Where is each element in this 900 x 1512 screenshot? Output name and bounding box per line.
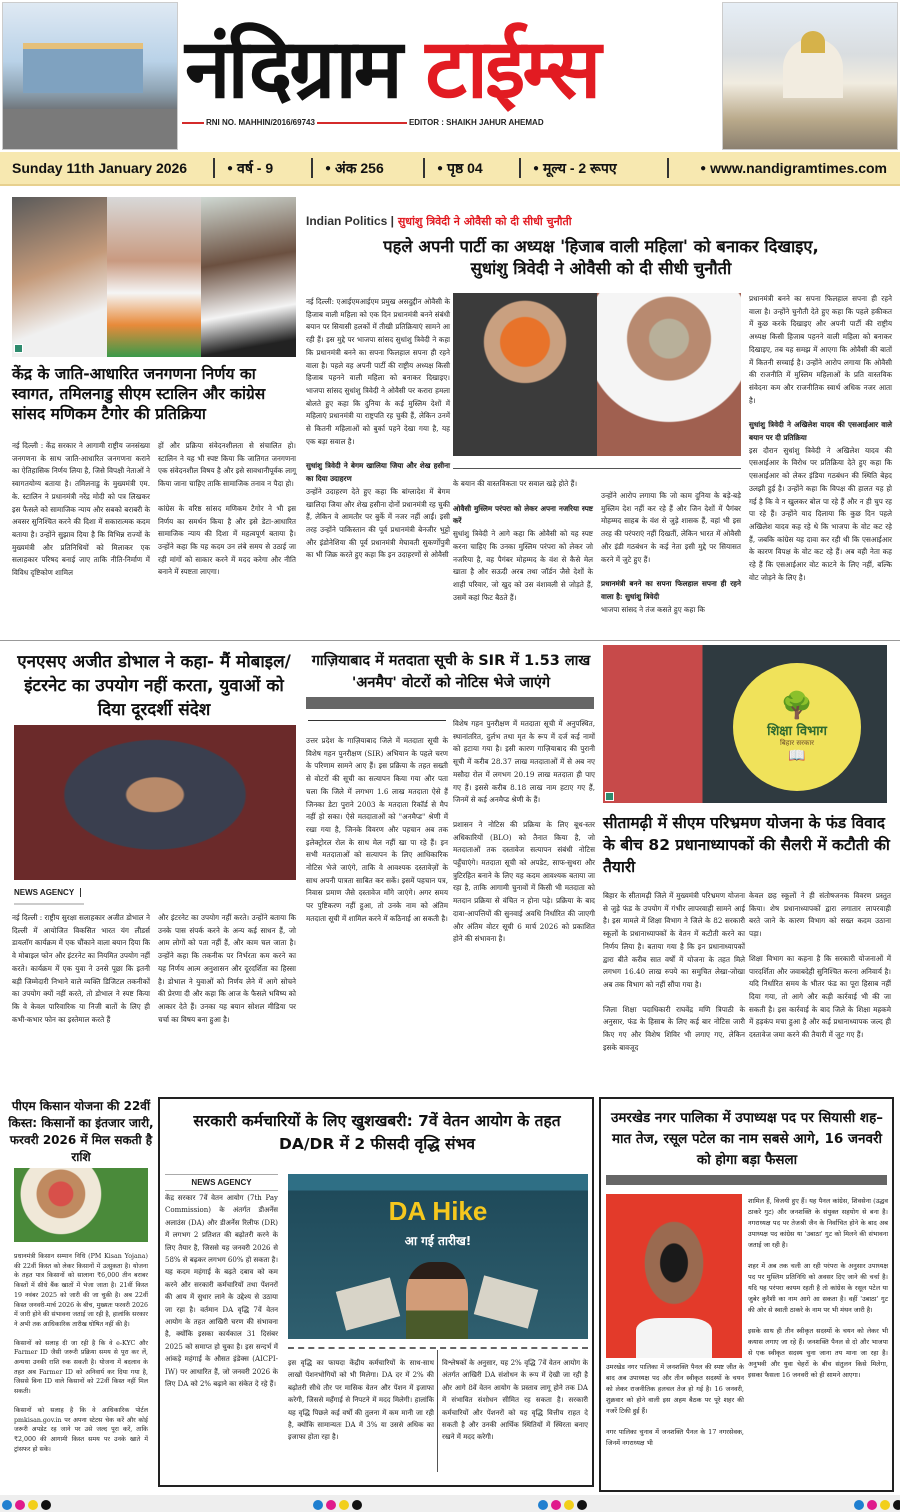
article-body-col1: उमरखेड नगर पालिका में जनशक्ति पैनल की स्पष्ट जीत के बाद अब उपाध्यक्ष पद और तीन स्वीकृत सदस्यों के चयन को लेकर राजनीतिक हलचल तेज हो गई है। 16 जनवरी, शुक्रवार को होने वाली इस अहम बैठक पर पूरे शहर की नजरें टिकी हुई हैं। नगर पालिका चुनाव में जनशक्ति पैनल के 17 नगरसेवक, जिनमें नगराध्यक्ष भी [606, 1363, 744, 1447]
newspaper-title[interactable] [185, 4, 715, 134]
headline-caste-census[interactable]: केंद्र के जाति-आधारित जनगणना निर्णय का स्वागत, तमिलनाडु सीएम स्टालिन और कांग्रेस सांसद मणिकम टैगोर की प्रतिक्रिया [12, 365, 266, 423]
registration-marks [2, 1500, 51, 1510]
banner-title: DA Hike [388, 1196, 488, 1226]
masthead-subline [182, 118, 544, 127]
divider [308, 720, 446, 721]
website-link[interactable]: ● www.nandigramtimes.com [669, 158, 899, 178]
headline-da-hike[interactable]: सरकारी कर्मचारियों के लिए खुशखबरी: 7वें वेतन आयोग के तहत DA/DR में 2 फीसदी वृद्धि संभव [193, 1112, 561, 1153]
stalin-modi-tagore-photo [12, 197, 296, 357]
farmer-with-cash-photo [14, 1168, 148, 1242]
article-body-col2: के बयान की वास्तविकता पर सवाल खड़े होते हैं। ओवैसी मुस्लिम परंपरा को लेकर अपना नजरिया स्पष्ट करें सुधांशु त्रिवेदी ने आगे कहा कि ओवैसी को यह स्पष्ट करना चाहिए कि उनका मुस्लिम परंपरा को लेकर जो नजरिया है, वह पैगंबर मोहम्मद के वंश से कैसे मेल खाता है और सऊदी अरब तथा जॉर्डन जैसे देशों के शाही परिवार, जो खुद को उस वंशावली से जोड़ते हैं, उसमें कहां फिट बैठते हैं। [453, 479, 593, 602]
headline-doval[interactable]: एनएसए अजीत डोभाल ने कहा- मैं मोबाइल/इंटरनेट का उपयोग नहीं करता, युवाओं को दिया दूरदर्शी संदेश [17, 652, 291, 720]
volume-year: ● वर्ष - 9 [215, 158, 313, 178]
shiksha-vibhag-bihar-photo [603, 645, 887, 803]
trivedi-owaisi-photo [453, 293, 741, 456]
education-dept-logo: 🌳 शिक्षा विभाग बिहार सरकार 📖 [733, 663, 861, 791]
headline-pm-kisan[interactable]: पीएम किसान योजना की 22वीं किस्त: किसानों का इंतजार जारी, फरवरी 2026 में मिल सकती है राशि [8, 1099, 154, 1164]
editor-name: EDITOR : SHAIKH JAHUR AHEMAD [408, 118, 544, 127]
issue-date: Sunday 11th January 2026 [0, 158, 215, 178]
image-marker-icon [14, 344, 23, 353]
article-body-col2: इस वृद्धि का फायदा केंद्रीय कर्मचारियों के साथ-साथ लाखों पेंशनभोगियों को भी मिलेगा। DA दर में 2% की बढ़ोतरी सीधे तौर पर मासिक वेतन और पेंशन में इजाफा करेगी, जिससे महँगाई से निपटने में मदद मिलेगी। हालांकि यह वृद्धि पिछले कई वर्षों की तुलना में कम मानी जा रही है, क्योंकि सामान्यतः DA में 3% या उससे अधिक का इजाफा होता रहा है। [288, 1359, 434, 1442]
article-body-col2: विशेष गहन पुनरीक्षण में मतदाता सूची में अनुपस्थित, स्थानांतरित, दुर्लभ तथा मृत के रूप में दर्ज कई नामों को हटाया गया है। इसी कारण गाज़ियाबाद की पुरानी सूची में करीब 28.37 लाख मतदाताओं में से अब नए मसौदा रोल में लगभग 20.19 लाख मतदाता ही पाए गए हैं। इससे करीब 8.18 लाख नाम हटाए गए हैं, जिनमें से कई अनमैप्ड श्रेणी के हैं। प्रशासन ने नोटिस की प्रक्रिया के लिए बूथ-स्तर अधिकारियों (BLO) को तैनात किया है, जो मतदाताओं तक दस्तावेज सत्यापन संबंधी नोटिस पहुँचाएंगे। मतदाता सूची को अपडेट, साफ-सुथरा और त्रुटिरहित बनाने के लिए यह कदम आवश्यक बताया जा रहा है, ताकि आगामी चुनावों में किसी भी मतदाता को मतदान प्रक्रिया से वंचित न होना पड़े। प्रक्रिया के बाद दावा-आपत्तियों की सुनवाई अवधि निर्धारित की जाएगी और अंतिम वोटर सूची 6 मार्च 2026 को प्रकाशित होने की संभावना है। [453, 719, 595, 944]
section-divider [0, 640, 900, 641]
kicker [306, 214, 572, 229]
registration-marks [313, 1500, 362, 1510]
divider [453, 468, 741, 469]
masthead [0, 0, 900, 152]
banner-subtitle: आ गई तारीख! [404, 1234, 472, 1248]
headline-owaisi[interactable]: पहले अपनी पार्टी का अध्यक्ष 'हिजाब वाली महिला' को बनाकर दिखाइए, सुधांशु त्रिवेदी ने ओवैसी को दी सीधी चुनौती [383, 237, 819, 278]
airport-terminal-photo [2, 2, 178, 150]
article-body-col3: उन्होंने आरोप लगाया कि जो काम दुनिया के बड़े-बड़े मुस्लिम देश नहीं कर रहे हैं और जिन देशों में पैगंबर मोहम्मद साहब के वंश से जुड़े शासक हैं, वहां भी इस तरह की परंपराएं नहीं दिखतीं, लेकिन भारत में ओवैसी और इंडी गठबंधन के कई नेता इसी मुद्दे पर सियासत करने में जुटे हुए हैं। प्रधानमंत्री बनने का सपना फिलहाल सपना ही रहने वाला है: सुधांशु त्रिवेदी भाजपा सांसद ने तंज कसते हुए कहा कि [601, 491, 741, 614]
article-body-col2: और इंटरनेट का उपयोग नहीं करते। उन्होंने बताया कि उनके पास संपर्क करने के अन्य कई साधन हैं, जो आम लोगों को पता नहीं हैं, और काम चल जाता है। उन्होंने कहा कि तकनीक पर निर्भरता कम करने का यह निर्णय आत्म अनुशासन और दूरदर्शिता का हिस्सा है। डोभाल ने युवाओं को निर्णय लेने में आगे सोचने की प्रेरणा दी और कहा कि आज के फैसले भविष्य को आकार देते हैं। उनका यह बयान सोशल मीडिया पर चर्चा का विषय बना हुआ है। [158, 913, 296, 1024]
registration-marks [854, 1500, 900, 1510]
tree-icon: 🌳 [780, 690, 814, 721]
gurudwara-photo [722, 2, 898, 150]
article-body-col4: प्रधानमंत्री बनने का सपना फिलहाल सपना ही रहने वाला है। उन्होंने चुनौती देते हुए कहा कि पहले हकीकत में कुछ करके दिखाइए और अपनी पार्टी की राष्ट्रीय अध्यक्ष किसी हिजाब पहनने वाली महिला को बनाकर दिखाइए, तब यह समझ में आएगा कि ओवैसी की बातों में कितनी सच्चाई है। उन्होंने आरोप लगाया कि ओवैसी की राजनीति में मुस्लिम महिलाओं के प्रति वास्तविक संवेदना कम और राजनीतिक स्वार्थ अधिक नजर आता है। सुधांशु त्रिवेदी ने अखिलेश यादव की एसआईआर वाले बयान पर दी प्रतिक्रिया इस दौरान सुधांशु त्रिवेदी ने अखिलेश यादव की एसआईआर के विरोध पर प्रतिक्रिया देते हुए कहा कि एसआईआर को लेकर इंडिया गठबंधन की स्थिति बेहद उलझी हुई है। उन्होंने कहा कि विपक्ष की हालत यह हो गई है कि वे न खुलकर बोल पा रहे हैं और न ही चुप रह पा रहे हैं। उन्होंने याद दिलाया कि कुछ दिन पहले अखिलेश यादव कह रहे थे कि भाजपा के वोट कट रहे हैं, जबकि कांग्रेस यह दावा कर रही थी कि एसआईआर के कारण विपक्ष के वोट कट रहे हैं। अब वही नेता कह रहे हैं कि एसआईआर वोट काटने के लिए नहीं, बल्कि वोट जोड़ने के लिए है। [749, 294, 892, 582]
title-black-part: नंदिग्राम [185, 21, 400, 117]
headline-bar [606, 1175, 887, 1185]
registration-marks [538, 1500, 587, 1510]
image-marker-icon [605, 792, 614, 801]
man-with-money [406, 1262, 468, 1339]
kicker-label: Indian Politics | [306, 214, 395, 228]
kicker-red: सुधांशु त्रिवेदी ने ओवैसी को दी सीधी चुनौती [397, 215, 572, 228]
article-body-col1: नई दिल्ली : राष्ट्रीय सुरक्षा सलाहकार अजीत डोभाल ने दिल्ली में आयोजित विकसित भारत यंग लीडर्स डायलॉग कार्यक्रम में एक चौंकाने वाला बयान दिया कि वे मोबाइल फोन और इंटरनेट का नियमित उपयोग नहीं करते। कार्यक्रम में एक युवा ने उनसे पूछा कि इतनी बड़ी जिम्मेदारी निभाने वाले व्यक्ति डिजिटल तकनीकों का उपयोग क्यों नहीं करते, तो डोभाल ने स्पष्ट किया कि वे केवल पारिवारिक या निजी बातों के लिए ही कभी-कभार फोन का इस्तेमाल करते हैं [12, 913, 150, 1024]
rni-number: RNI NO. MAHHIN/2016/69743 [206, 118, 315, 127]
article-body-col1: बिहार के सीतामढ़ी जिले में मुख्यमंत्री परिभ्रमण योजना से जुड़े फंड के उपयोग में गंभीर लापरवाही सामने आई है। इस मामले में शिक्षा विभाग ने जिले के 82 सरकारी स्कूलों के प्रधानाध्यापकों के वेतन में कटौती करने का निर्णय लिया है। बताया गया है कि इन प्रधानाध्यापकों द्वारा बीते करीब सात वर्षों में योजना के तहत मिले लगभग 16.40 लाख रुपये का समुचित लेखा-जोखा अब तक विभाग को नहीं सौंपा गया है। जिला शिक्षा पदाधिकारी राघवेंद्र मणि त्रिपाठी के अनुसार, फंड के हिसाब के लिए कई बार नोटिस जारी किए गए और विशेष शिविर भी लगाए गए, लेकिन इसके बावजूद [603, 891, 745, 1052]
byline: NEWS AGENCY [165, 1174, 278, 1191]
headline-sitamarhi[interactable]: सीतामढ़ी में सीएम परिभ्रमण योजना के फंड विवाद के बीच 82 प्रधानाध्यापकों की सैलरी में कटौती की तैयारी [603, 814, 890, 876]
article-body-col2: केवल छह स्कूलों ने ही संतोषजनक विवरण प्रस्तुत किया। शेष प्रधानाध्यापकों द्वारा लगातार लापरवाही बरते जाने के कारण विभाग को सख्त कदम उठाना पड़ा। शिक्षा विभाग का कहना है कि सरकारी योजनाओं में पारदर्शिता और जवाबदेही सुनिश्चित करना अनिवार्य है। यदि निर्धारित समय के भीतर फंड का पूरा हिसाब नहीं दिया गया, तो आगे और कड़ी कार्रवाई भी की जा सकती है। इस कार्रवाई के बाद जिले के शिक्षा महकमे में हड़कंप मचा हुआ है और कई प्रधानाध्यापक जल्द ही दस्तावेज जमा करने की तैयारी में जुट गए हैं। [749, 891, 891, 1040]
da-hike-banner [288, 1174, 588, 1339]
byline: NEWS AGENCY [14, 888, 81, 897]
dateline-bar [0, 152, 900, 186]
article-body-col1: उत्तर प्रदेश के गाज़ियाबाद जिले में मतदाता सूची के विशेष गहन पुनरीक्षण (SIR) अभियान के पहले चरण के परिणाम सामने आए हैं। इस प्रक्रिया के तहत सख्ती से वोटरों की सूची का सत्यापन किया गया और पता चला कि जिले में लगभग 1.6 लाख मतदाता ऐसे हैं जिनका डेटा पुराने 2003 के मतदाता रिकॉर्ड से मैप नहीं हो सका। ऐसे मतदाताओं को "अनमैप्ड" श्रेणी में रखा गया है, जिनके विवरण और पहचान अब तक इलेक्ट्रोरल रोल के साथ मेल नहीं खा पा रहे हैं। इन सभी मतदाताओं को सत्यापन के लिए आधिकारिक नोटिस भेजे जाएंगे, ताकि वे आवश्यक दस्तावेज़ों के साथ अपनी पात्रता साबित कर सकें। इसमें पहचान पत्र, निवास प्रमाण जैसे दस्तावेज माँगे जाएंगे। अगर समय पर पुष्टिकरण नहीं हुआ, तो उनके नाम को अंतिम मतदाता सूची में शामिल करने में कठिनाई आ सकती है। [306, 736, 448, 923]
column-divider [437, 1350, 438, 1472]
headline-bar [306, 697, 594, 709]
divider [14, 903, 84, 905]
divider [288, 1347, 588, 1349]
title-red-part: टाईम्स [425, 21, 599, 117]
article-body-col2: हों और प्रक्रिया संवेदनशीलता से संचालित हो। स्टालिन ने यह भी स्पष्ट किया कि जातिगत जनगणना एक संवेदनशील विषय है और इसे सावधानीपूर्वक लागू किया जाना चाहिए ताकि सामाजिक तनाव न पैदा हो। कांग्रेस के वरिष्ठ सांसद मणिकम टैगोर ने भी इस निर्णय का समर्थन किया है और इसे डेटा-आधारित सामाजिक न्याय की दिशा में महत्वपूर्ण बताया है। उन्होंने कहा कि यह कदम उन लंबे समय से उठाई जा रही मांगों को साकार करने में मदद करेगा और नीति बनाने में स्पष्टता लाएगा। [158, 441, 296, 577]
headline-ghaziabad[interactable]: गाज़ियाबाद में मतदाता सूची के SIR में 1.53 लाख 'अनमैप' वोटरों को नोटिस भेजे जाएंगे [311, 653, 591, 691]
issue-number: ● अंक 256 [313, 158, 425, 178]
article-body-col3: विश्लेषकों के अनुसार, यह 2% वृद्धि 7वें वेतन आयोग के अंतर्गत आखिरी DA संशोधन के रूप में देखी जा रही है और आगे 8वें वेतन आयोग के प्रस्ताव लागू होने तक DA में संभावित संशोधन सीमित रह सकता है। सरकारी कर्मचारियों और पेंशनरों को यह वृद्धि वित्तीय राहत दे सकती है और उनकी आर्थिक स्थितियों में स्थिरता बनाए रखने में मदद करेगी। [442, 1359, 588, 1442]
price: ● मूल्य - 2 रूपए [521, 158, 669, 178]
ajit-doval-photo [14, 725, 296, 880]
article-body-col1: नई दिल्ली: एआईएमआईएम प्रमुख असदुद्दीन ओवैसी के हिजाब वाली महिला को एक दिन प्रधानमंत्री बनने संबंधी बयान पर सियासी हलकों में तीखी प्रतिक्रियाएं सामने आ रही हैं। इस मुद्दे पर भाजपा सांसद सुधांशु त्रिवेदी ने कहा कि प्रधानमंत्री बनने का सपना फिलहाल सपना ही रहने वाला है। पहले वह अपनी पार्टी की राष्ट्रीय अध्यक्ष किसी हिजाब पहनने वाली महिला को बनाकर दिखाइए। भाजपा सांसद सुधांशु त्रिवेदी ने ओवैसी पर करारा हमला बोलते हुए कहा कि दुनिया के कई मुस्लिम देशों में महिलाएं प्रधानमंत्री या राष्ट्रपति रह चुकी हैं, लेकिन उनमें से कितनी महिलाओं को बुर्का पहने देखा गया है, यह एक बड़ा सवाल है। सुधांशु त्रिवेदी ने बेगम खालिया जिया और शेख हसीना का दिया उदाहरण उन्होंने उदाहरण देते हुए कहा कि बांग्लादेश में बेगम खालिदा जिया और शेख हसीना दोनों प्रधानमंत्री रह चुकी हैं, लेकिन वे आमतौर पर बुर्के में नजर नहीं आईं। इसी तरह उन्होंने पाकिस्तान की पूर्व प्रधानमंत्री बेनजीर भुट्टो और इंडोनेशिया की पूर्व प्रधानमंत्री मेघावती सुकर्णोपुत्री का भी जिक्र करते हुए कहा कि इन उदाहरणों से ओवैसी [306, 297, 450, 560]
article-body-col2: शामिल हैं, विजयी हुए हैं। यह पैनल कांग्रेस, शिवसेना (उद्धव ठाकरे गुट) और जनशक्ति के संयुक्त सहयोग से बना है। नगराध्यक्ष पद पर तेजश्री जैन के निर्वाचित होने के बाद अब उपाध्यक्ष पद कांग्रेस या 'उबाठा' गुट को मिलने की संभावना जताई जा रही है। शहर में अब तक चली आ रही परंपरा के अनुसार उपाध्यक्ष पद पर मुस्लिम प्रतिनिधि को अवसर दिए जाने की चर्चा है। यदि यह परंपरा कायम रहती है तो कांग्रेस के रसूल पटेल या जुबेर कुरैशी का नाम आगे आ सकता है। वहीं 'उबाठा' गुट की ओर से स्वाती ठाकरे के नाम पर भी मंथन जारी है। इसके साथ ही तीन स्वीकृत सदस्यों के चयन को लेकर भी कयास लगाए जा रहे हैं। जनशक्ति पैनल से दो और भाजपा से एक स्वीकृत सदस्य चुना जाना तय माना जा रहा है। अनुभवी और युवा चेहरों के बीच संतुलन किसे मिलेगा, इसका फैसला 16 जनवरी को ही सामने आएगा। [748, 1197, 888, 1379]
page-number: ● पृष्ठ 04 [425, 158, 521, 178]
article-body-col1: नई दिल्ली : केंद्र सरकार ने आगामी राष्ट्रीय जनसंख्या जनगणना के साथ जाति-आधारित जनगणना कराने का ऐतिहासिक निर्णय लिया है, जिसे विपक्षी नेताओं ने स्वागतयोग्य बताया है। तमिलनाडु के मुख्यमंत्री एम. के. स्टालिन ने प्रधानमंत्री नरेंद्र मोदी को पत्र लिखकर इस फैसले को सामाजिक न्याय और सबको बराबरी के अवसर सुनिश्चित करने की दिशा में सकारात्मक कदम बताया है। उन्होंने सुझाव दिया है कि विभिन्न राज्यों के मुख्यमंत्री और प्रतिनिधियों को मिलाकर एक सलाहकार परिषद बनाई जाए ताकि नीति-निर्माण में विविध दृष्टिकोण शामिल [12, 441, 150, 578]
rasool-patel-portrait [606, 1194, 742, 1358]
headline-umarkhed[interactable]: उमरखेड नगर पालिका में उपाध्यक्ष पद पर सियासी शह–मात तेज, रसूल पटेल का नाम सबसे आगे, 16 जनवरी को होगा बड़ा फैसला [610, 1110, 884, 1168]
article-body-col1: केंद्र सरकार 7वें वेतन आयोग (7th Pay Commission) के अंतर्गत डीअर्नेस अलाउंस (DA) और डीअर्नेस रिलीफ (DR) में लगभग 2 प्रतिशत की बढ़ोतरी करने के लिए तैयार है, जिससे यह जनवरी 2026 से 58% से बढ़कर लगभग 60% हो सकता है। यह कदम महंगाई के बढ़ते दबाव को कम करने और सरकारी कर्मचारियों तथा पेंशनरों की आय में सुधार लाने के उद्देश्य से उठाया जा रहा है। वर्तमान DA वृद्धि 7वें वेतन आयोग के तहत आखिरी चरण की संभावना है, क्योंकि इसका कार्यकाल 31 दिसंबर 2025 को समाप्त हो चुका है। इस सन्दर्भ में आंकड़े महंगाई के औसत इंडेक्स (AICPI-IW) पर आधारित हैं, जो जनवरी 2026 के लिए DA को 2% बढ़ाने का संकेत दे रहे हैं। [165, 1194, 278, 1389]
footer-strip [0, 1495, 900, 1512]
article-body: प्रधानमंत्री किसान सम्मान निधि (PM Kisan Yojana) की 22वीं किस्त को लेकर किसानों में उत्सुकता है। योजना के तहत पात्र किसानों को सालाना ₹6,000 तीन बराबर किस्तों में सीधे बैंक खातों में भेजा जाता है। 21वीं किस्त 19 नवंबर 2025 को जारी की जा चुकी है। अब 22वीं किस्त जनवरी-मार्च 2026 के बीच, मुख्यतः फरवरी 2026 में जारी होने की संभावना जताई जा रही है, हालांकि सरकार ने अभी तक आधिकारिक तारीख घोषित नहीं की है। किसानों को सलाह दी जा रही है कि वे e-KYC और Farmer ID जैसी जरूरी प्रक्रिया समय से पूरा कर लें, अन्यथा उनकी राशि रुक सकती है। योजना में बदलाव के तहत अब Farmer ID को अनिवार्य कर दिया गया है, जिससे बिना ID वाले किसानों को 22वीं किस्त नहीं मिल सकती। किसानों को सलाह है कि वे आधिकारिक पोर्टल pmkisan.gov.in पर अपना स्टेटस चेक करें और कोई जरूरी अपडेट रह जाने पर उसे जल्द पूरा करें, ताकि ₹2,000 की आगामी किस्त समय पर उनके खाते में ट्रांसफर हो सके। [14, 1253, 148, 1453]
book-icon: 📖 [788, 747, 806, 764]
